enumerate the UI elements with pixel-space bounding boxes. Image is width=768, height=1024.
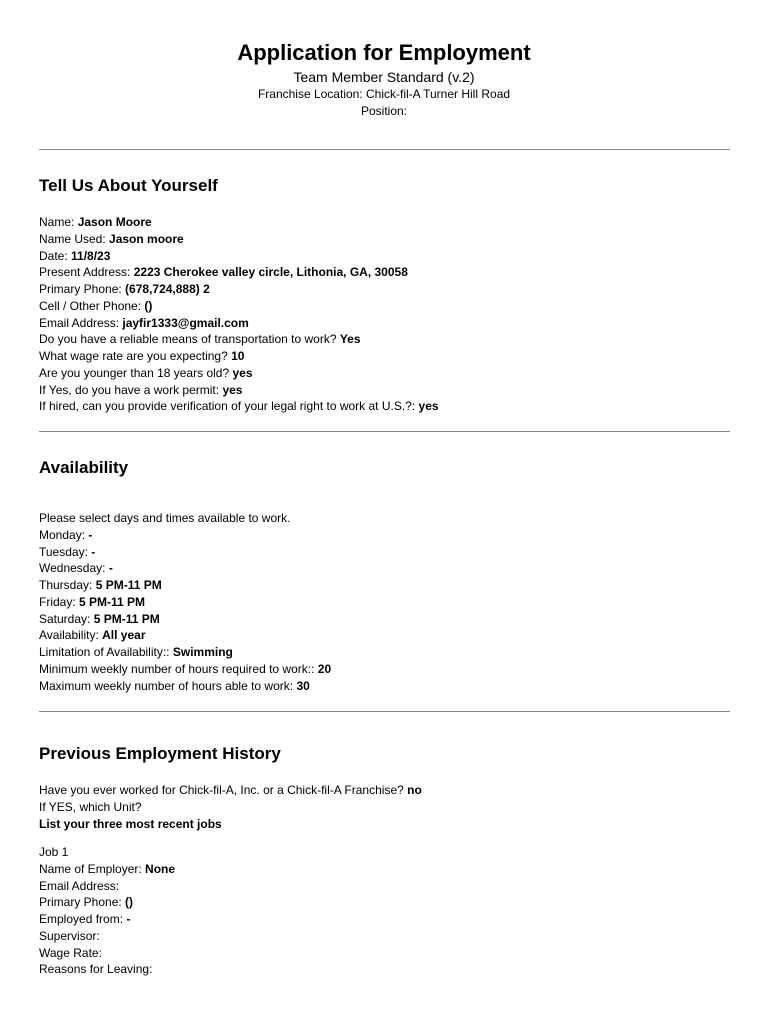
field-email <box>39 315 729 332</box>
divider <box>39 149 730 150</box>
field-value: - <box>126 912 131 926</box>
field-label: Minimum weekly number of hours required to work:: <box>39 661 318 676</box>
field-value: Yes <box>339 332 361 347</box>
field-value: Jason Moore <box>77 215 152 229</box>
field-label: Date: <box>39 248 72 263</box>
section-title-availability: Availability <box>39 458 129 477</box>
field-address <box>39 264 729 281</box>
section-title-employment: Previous Employment History <box>39 744 281 763</box>
field-label: Wage Rate: <box>39 945 102 960</box>
field-wednesday <box>39 560 729 577</box>
field-cell-phone <box>39 298 729 315</box>
field-value: None <box>145 861 176 876</box>
field-primary-phone <box>39 281 729 298</box>
field-label: Present Address: <box>39 265 134 280</box>
divider <box>39 431 730 432</box>
field-supervisor <box>39 928 729 945</box>
field-label: Maximum weekly number of hours able to work: <box>39 678 297 693</box>
field-label: Cell / Other Phone: <box>39 298 145 313</box>
field-name-used <box>39 231 729 248</box>
field-label: Employed from: <box>39 912 127 926</box>
field-value: 30 <box>296 678 310 693</box>
field-max-hours <box>39 678 729 695</box>
divider <box>39 711 730 712</box>
field-limitation <box>39 644 729 661</box>
field-value: - <box>108 561 113 576</box>
field-label: Limitation of Availability:: <box>39 645 173 659</box>
field-label: Supervisor: <box>39 928 100 943</box>
field-label: Thursday: <box>39 578 96 592</box>
field-label: Email Address: <box>39 315 123 330</box>
field-value: Jason moore <box>109 231 184 246</box>
field-value: - <box>91 544 96 559</box>
field-label: Tuesday: <box>39 544 92 559</box>
field-label: Wednesday: <box>39 561 109 576</box>
franchise-location: Franchise Location: Chick-fil-A Turner Hill Road <box>257 87 511 101</box>
field-value: 11/8/23 <box>71 248 111 263</box>
recent-jobs-heading: List your three most recent jobs <box>39 816 222 831</box>
field-value: 5 PM-11 PM <box>93 611 160 626</box>
field-saturday <box>39 611 729 628</box>
field-value: 5 PM-11 PM <box>95 578 162 592</box>
field-label: Email Address: <box>39 878 120 893</box>
field-worked-before <box>39 782 729 799</box>
field-name <box>39 214 729 231</box>
field-legal-right <box>39 398 729 415</box>
field-value: 10 <box>231 349 245 363</box>
page-title: Application for Employment <box>237 40 531 65</box>
field-label: Do you have a reliable means of transportation to work? <box>39 332 340 347</box>
field-label: Availability: <box>39 628 103 643</box>
field-friday <box>39 594 729 611</box>
field-value: no <box>407 783 422 797</box>
position-label: Position: <box>360 104 408 118</box>
field-value: () <box>125 895 134 910</box>
availability-fields <box>39 510 729 694</box>
field-value: jayfir1333@gmail.com <box>122 315 249 330</box>
field-value: All year <box>102 628 146 643</box>
field-which-unit: If YES, which Unit? <box>39 799 142 814</box>
field-label: Friday: <box>39 594 80 609</box>
form-version: Team Member Standard (v.2) <box>293 69 475 85</box>
field-tuesday <box>39 544 729 561</box>
field-employer-name <box>39 861 729 878</box>
field-value: yes <box>418 399 439 414</box>
field-transportation <box>39 331 729 348</box>
field-availability <box>39 627 729 644</box>
field-label: Are you younger than 18 years old? <box>39 365 233 380</box>
field-label: If hired, can you provide verification of your legal right to work at U.S.?: <box>39 399 419 414</box>
field-label: Name: <box>39 215 78 229</box>
field-label: Name of Employer: <box>39 861 146 876</box>
field-label: Primary Phone: <box>39 282 126 296</box>
field-monday <box>39 527 729 544</box>
field-under-18 <box>39 365 729 382</box>
document-header <box>0 39 768 120</box>
field-value: - <box>88 527 93 542</box>
field-value: yes <box>232 365 253 380</box>
field-label: Have you ever worked for Chick-fil-A, Inc. or a Chick-fil-A Franchise? <box>39 783 408 797</box>
field-employer-phone <box>39 894 729 911</box>
field-wage-rate <box>39 348 729 365</box>
field-value: (678,724,888) 2 <box>125 282 210 296</box>
field-work-permit <box>39 382 729 399</box>
field-label: Saturday: <box>39 611 94 626</box>
job-1-title: Job 1 <box>39 845 69 859</box>
field-value: 5 PM-11 PM <box>79 594 146 609</box>
field-value: Swimming <box>172 645 233 659</box>
field-reasons-leaving <box>39 961 729 978</box>
field-value: yes <box>222 382 243 397</box>
field-employed-from <box>39 911 729 928</box>
field-label: What wage rate are you expecting? <box>39 349 232 363</box>
field-label: Primary Phone: <box>39 895 126 910</box>
field-label: Name Used: <box>39 231 110 246</box>
field-thursday <box>39 577 729 594</box>
field-value: 20 <box>317 661 332 676</box>
field-min-hours <box>39 661 729 678</box>
about-fields <box>39 214 729 415</box>
field-label: If Yes, do you have a work permit: <box>39 382 223 397</box>
field-date <box>39 248 729 265</box>
field-label: Reasons for Leaving: <box>39 962 153 977</box>
field-value: () <box>144 298 153 313</box>
field-label: Monday: <box>39 527 89 542</box>
field-job-wage-rate <box>39 945 729 962</box>
field-employer-email <box>39 878 729 895</box>
employment-questions <box>39 782 729 832</box>
job-1 <box>39 844 729 978</box>
section-title-about: Tell Us About Yourself <box>39 176 218 195</box>
field-value: 2223 Cherokee valley circle, Lithonia, GA, 30058 <box>133 265 408 280</box>
availability-intro: Please select days and times available to work. <box>39 511 291 525</box>
